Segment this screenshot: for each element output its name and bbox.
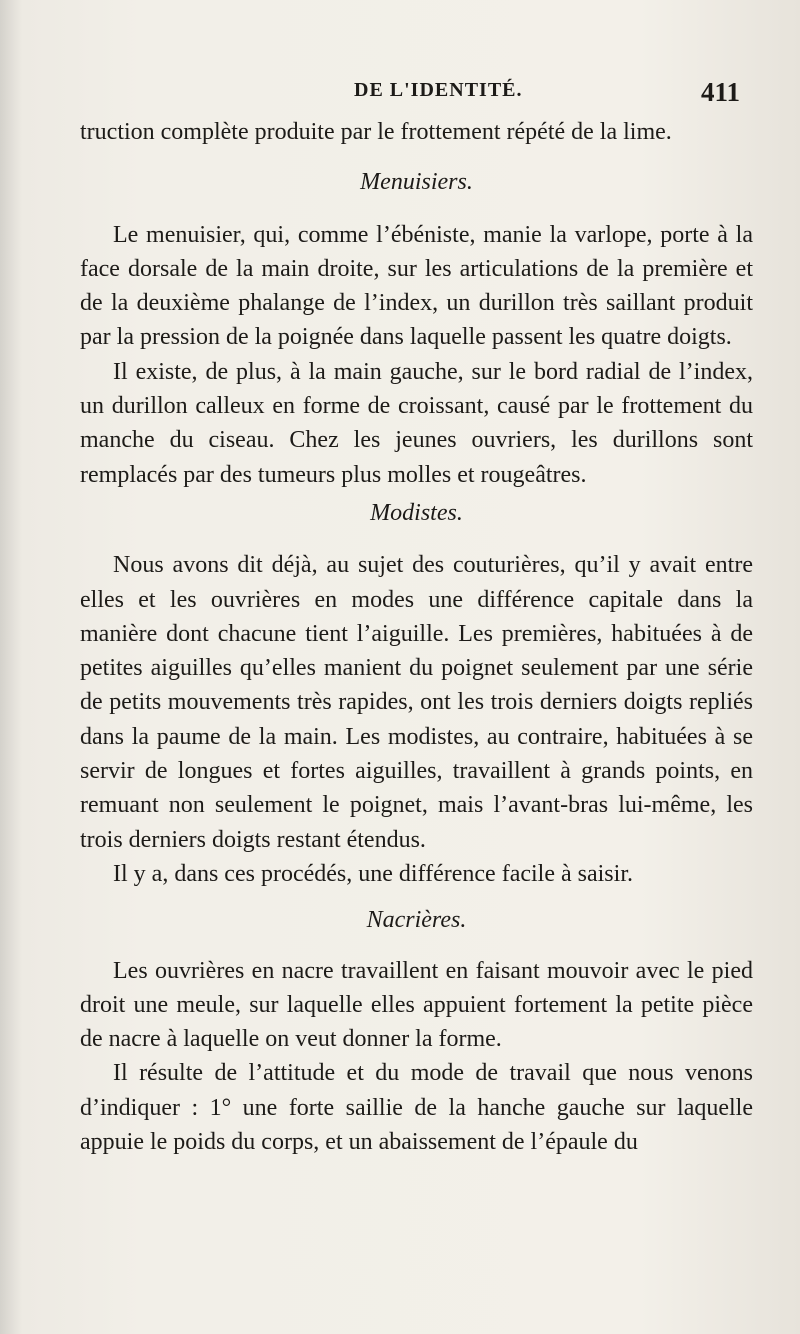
- paragraph-menuisiers-2: Il existe, de plus, à la main gauche, sur le bord radial de l’index, un durillon calleux en forme de croissant, causé par le frottement du manche du ciseau. Chez les jeunes ouvriers, les durillons sont remplacés par des tumeurs plus molles et rougeâtres.: [80, 358, 753, 488]
- running-title: DE L'IDENTITÉ.: [354, 79, 523, 101]
- paragraph-modistes-2: Il y a, dans ces procédés, une différence facile à saisir.: [113, 860, 633, 887]
- paragraph-menuisiers-1: Le menuisier, qui, comme l’ébéniste, manie la varlope, porte à la face dorsale de la main droite, sur les articulations de la première et de la deuxième phalange de l’index, un durillon très saillant produit par la pression de la poignée dans laquelle passent les quatre doigts.: [80, 221, 753, 351]
- paragraph-nacrieres-1: Les ouvrières en nacre travaillent en faisant mouvoir avec le pied droit une meule, sur laquelle elles appuient fortement la petite pièce de nacre à laquelle on veut donner la forme.: [80, 957, 753, 1053]
- section-heading-menuisiers: Menuisiers.: [360, 169, 473, 196]
- paragraph-nacrieres-2: Il résulte de l’attitude et du mode de travail que nous venons d’indiquer : 1° une forte saillie de la hanche gauche sur laquelle appuie le poids du corps, et un abaissement de l’épaule du: [80, 1060, 753, 1156]
- section-heading-modistes: Modistes.: [370, 499, 463, 526]
- page-number: 411: [700, 77, 740, 107]
- page-shadow: [0, 0, 22, 1334]
- running-head: [80, 79, 760, 111]
- page-content: [80, 115, 753, 1159]
- section-heading-nacrieres: Nacrières.: [366, 907, 467, 934]
- paragraph-intro: truction complète produite par le frottement répété de la lime.: [80, 119, 672, 145]
- paragraph-modistes-1: Nous avons dit déjà, au sujet des couturières, qu’il y avait entre elles et les ouvrières en modes une différence capitale dans la manière dont chacune tient l’aiguille. Les premières, habituées à de petites aiguilles qu’elles manient du poignet seulement par une série de petits mouvements très rapides, ont les trois derniers doigts repliés dans la paume de la main. Les modistes, au contraire, habituées à se servir de longues et fortes aiguilles, travaillent à grands points, en remuant non seulement le poignet, mais l’avant-bras lui-même, les trois derniers doigts restant étendus.: [80, 552, 753, 853]
